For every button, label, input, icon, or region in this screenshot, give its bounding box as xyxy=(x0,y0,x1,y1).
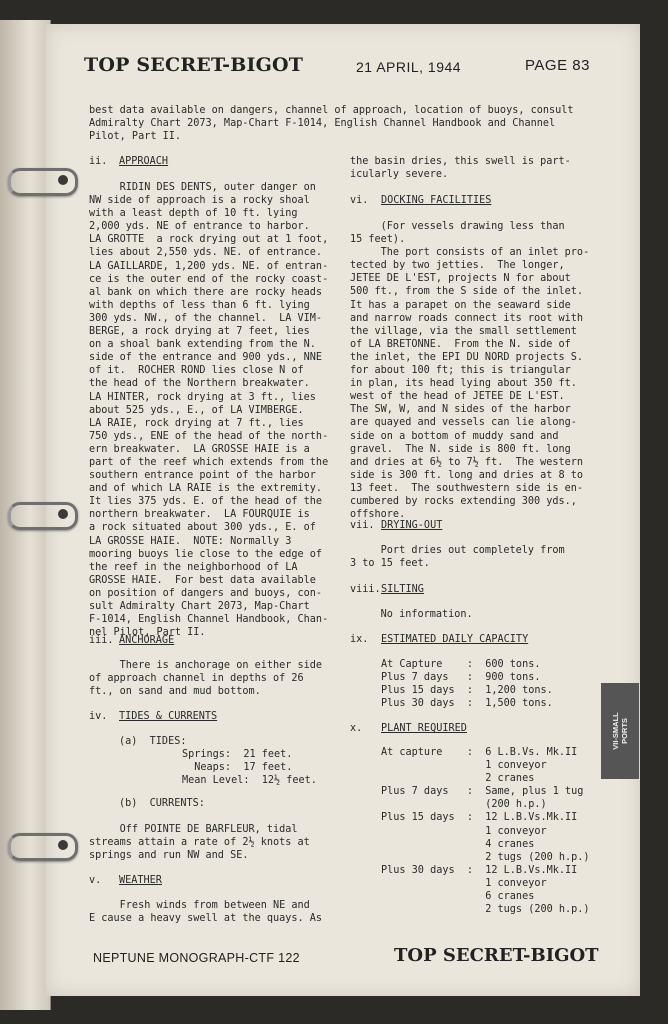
section-ix-number: ix. xyxy=(350,634,369,645)
capacity-table: At Capture : 600 tons. Plus 7 days : 900 tons. Plus 15 days : 1,200 tons. Plus 30 days : 1,500 tons. xyxy=(381,659,553,710)
tides-label: (a) TIDES: xyxy=(119,736,187,747)
section-vii-title: DRYING-OUT xyxy=(381,520,443,531)
section-iii-number: iii. xyxy=(89,635,114,646)
header-classification: TOP SECRET-BIGOT xyxy=(84,54,304,76)
section-v-body: Fresh winds from between NE and E cause a heavy swell at the quays. As xyxy=(89,900,323,925)
footer-classification: TOP SECRET-BIGOT xyxy=(394,945,599,966)
section-vi-title: DOCKING FACILITIES xyxy=(381,195,492,206)
section-vi-body: (For vessels drawing less than 15 feet). The port consists of an inlet pro- tected by two jetties. The longer, JETEE DE L'EST, projects N for about 500 ft., from the S side of the inlet. It has a parapet on the seaward side and narrow roads connect its root with the village, via the small settlement of LA BRETONNE. From the N. side of the inlet, the EPI DU NORD projects S. for about 100 ft; this is triangular in plan, its head lying about 350 ft. west of the head of JETEE DE L'EST. The SW, W, and N sides of the harbor are quayed and vessels can lie along- side on a bottom of muddy sand and gravel. The N. side is 800 ft. long and dries at 6½ to 7½ ft. The western side is 300 ft. long and dries at 8 to 13 feet. The southwestern side is en- cumbered by rocks extending 300 yds., offshore. xyxy=(350,221,590,521)
section-iii-title: ANCHORAGE xyxy=(119,635,175,646)
binder-ring-middle xyxy=(8,502,78,530)
section-ix-title: ESTIMATED DAILY CAPACITY xyxy=(381,634,529,645)
header-date: 21 APRIL, 1944 xyxy=(356,59,462,75)
binder-ring-top xyxy=(8,168,78,196)
side-tab-line1: VII-SMALL xyxy=(611,712,620,750)
footer-monograph: NEPTUNE MONOGRAPH-CTF 122 xyxy=(93,951,300,965)
plant-table: At capture : 6 L.B.Vs. Mk.II 1 conveyor 2 cranes Plus 7 days : Same, plus 1 tug (200 h.p.) Plus 15 days : 12 L.B.Vs.Mk.II 1 conveyor 4 cranes 2 tugs (200 h.p.) Plus 30 days : 12 L.B.Vs.Mk.II 1 conveyor 6 cranes 2 tugs (200 h.p.) xyxy=(381,747,590,916)
section-v-number: v. xyxy=(89,875,102,886)
section-side-tab xyxy=(601,683,639,779)
section-vii-number: vii. xyxy=(350,520,375,531)
section-ii-title: APPROACH xyxy=(119,156,169,167)
section-vii-body: Port dries out completely from 3 to 15 feet. xyxy=(350,545,565,570)
section-viii-number: viii. xyxy=(350,584,381,595)
side-tab-line2: PORTS xyxy=(620,718,629,744)
section-x-number: x. xyxy=(350,723,363,734)
currents-label: (b) CURRENTS: xyxy=(119,798,205,809)
section-iv-title: TIDES & CURRENTS xyxy=(119,711,218,722)
section-ii-number: ii. xyxy=(89,156,108,167)
section-x-title: PLANT REQUIRED xyxy=(381,723,467,734)
section-vi-number: vi. xyxy=(350,195,369,206)
intro-paragraph: best data available on dangers, channel of approach, location of buoys, consult Admiralty Chart 2073, Map-Chart F-1014, English Channel Handbook and Channel Pilot, Part II. xyxy=(89,105,574,143)
tides-table: Springs: 21 feet. Neaps: 17 feet. Mean Level: 12½ feet. xyxy=(182,749,317,787)
section-iv-number: iv. xyxy=(89,711,108,722)
section-ii-body: RIDIN DES DENTS, outer danger on NW side of approach is a rocky shoal with a least depth of 10 ft. lying 2,000 yds. NE of entrance to harbor. LA GROTTE a rock drying out at 1 foot, lies about 2,550 yds. NE. of entrance. LA GAILLARDE, 1,200 yds. NE. of entran- ce is the outer end of the rocky coast- al bank on which there are rocky heads with depths of less than 6 ft. lying 300 yds. NW., of the channel. LA VIM- BERGE, a rock drying at 7 feet, lies on a shoal bank extending from the N. side of the entrance and 900 yds., NNE of it. ROCHER ROND lies close N of the head of the Northern breakwater. LA HINTER, rock drying at 3 ft., lies about 525 yds., E., of LA VIMBERGE. LA RAIE, rock drying at 7 ft., lies 750 yds., ENE of the head of the north- ern breakwater. LA GROSSE HAIE is a part of the reef which extends from the southern entrance point of the harbor and of which LA RAIE is the extremity. It lies 375 yds. E. of the head of the northern breakwater. LA FOURQUIE is a rock situated about 300 yds., E. of LA GROSSE HAIE. NOTE: Normally 3 mooring buoys lie close to the edge of the reef in the neighborhood of LA GROSSE HAIE. For best data available on position of dangers and buoys, con- sult Admiralty Chart 2073, Map-Chart F-1014, English Channel Handbook, Chan- nel Pilot, Part II. xyxy=(89,182,329,639)
currents-body: Off POINTE DE BARFLEUR, tidal streams attain a rate of 2½ knots at springs and run NW and SE. xyxy=(89,824,310,862)
header-page-number: PAGE 83 xyxy=(525,57,590,74)
section-viii-title: SILTING xyxy=(381,584,424,595)
section-viii-body: No information. xyxy=(350,609,473,620)
section-iii-body: There is anchorage on either side of approach channel in depths of 26 ft., on sand and mud bottom. xyxy=(89,660,323,698)
section-v-title: WEATHER xyxy=(119,875,162,886)
weather-continuation: the basin dries, this swell is part- icularly severe. xyxy=(350,156,571,181)
binder-ring-bottom xyxy=(8,833,78,861)
